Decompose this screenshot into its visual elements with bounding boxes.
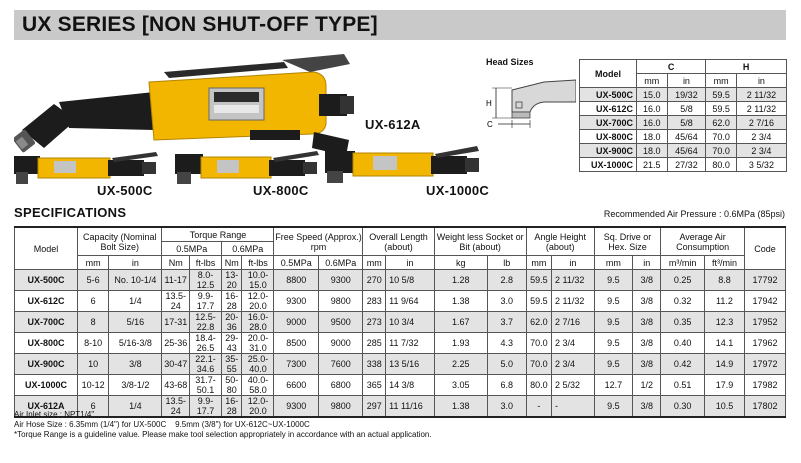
specifications-table: Model Capacity (Nominal Bolt Size) Torque Range Free Speed (Approx.) rpm Overall Length (about) Weight less Socket or Bit (about) Angle Height (about) Sq. Drive or Hex. Size Average Air Consumption Code 0.5MPa 0.6MPa mm in Nm ft-lbs Nm ft-lbs 0.5MPa 0.6MPa mm in kg lb mm in mm in m³/min ft³/min UX-500C 5-6 No. 10-1/4 11-17 8.0-12.5 13-20 10.0-15.0 8800 9300 270 10 5/8 1.28 2.8 59.5 2 11/32 9.5 3/8 0.25 8.8 17792 UX-612C 6 1/4 13.5-24 9.9-17.7 16-28 12.0-20.0 9300 9800 283 11 9/64 1.38 3.0 59.5 2 11/32 9.5 3/8 0.32 11.2 17942 UX-700C 8 5/16 17-31 12.5-22.8 20-36 16.0-28.0 9000 9500 273 10 3/4 1.67 3.7 62.0 2 7/16 9.5 3/8 0.35 12.3 17952 UX-800C 8-10 5/16-3/8 25-36 18.4-26.5 29-43 20.0-31.0 8500 9000 285 11 7/32 1.93 4.3 70.0 2 3/4 9.5 3/8 0.40 14.1 17962 UX-900C 10 3/8 30-47 22.1-34.6 35-55 25.0-40.0 7300 7600 338 13 5/16 2.25 5.0 70.0 2 3/4 9.5 3/8 0.42 14.9 17972 UX-1000C 10-12 3/8-1/2 43-68 31.7-50.1 50-80 40.0-58.0 6600 6800 365 14 3/8 3.05 6.8 80.0 2 5/32 12.7 1/2 0.51 17.9 17982 UX-612A 6 1/4 13.5-24 9.9-17.7 16-28 12.0-20.0 9300 9800 297 11 11/16 1.38 3.0 - - 9.5 3/8 0.30 10.5 17802 — [14, 226, 786, 418]
spec-col-capacity: Capacity (Nominal Bolt Size) — [78, 227, 162, 256]
spec-col-free-speed: Free Speed (Approx.) rpm — [274, 227, 363, 256]
spec-col-code: Code — [745, 227, 786, 270]
table-row: UX-700C 8 5/16 17-31 12.5-22.8 20-36 16.0-28.0 9000 9500 273 10 3/4 1.67 3.7 62.0 2 7/16 9.5 3/8 0.35 12.3 17952 — [15, 312, 786, 333]
head-sizes-table — [579, 59, 787, 172]
page-title: UX SERIES [NON SHUT-OFF TYPE] — [14, 10, 786, 40]
note-torque: *Torque Range is a guideline value. Please make tool selection appropriately in accordance with an actual application. — [14, 430, 432, 439]
head-unit-c-in: in — [667, 74, 706, 88]
note-air-hose: Air Hose Size : 6.35mm (1/4") for UX-500C 9.5mm (3/8") for UX-612C~UX-1000C — [14, 420, 310, 429]
diagram-c-label: C — [487, 120, 493, 129]
spec-col-torque-06: 0.6MPa — [222, 242, 274, 256]
table-row: UX-900C 10 3/8 30-47 22.1-34.6 35-55 25.0-40.0 7300 7600 338 13 5/16 2.25 5.0 70.0 2 3/4 9.5 3/8 0.42 14.9 17972 — [15, 354, 786, 375]
ux-800c-label: UX-800C — [253, 183, 309, 198]
spec-col-air-consumption: Average Air Consumption — [661, 227, 745, 256]
spec-col-torque-range: Torque Range — [162, 227, 274, 242]
head-col-model: Model — [580, 60, 637, 88]
table-row: UX-500C 5-6 No. 10-1/4 11-17 8.0-12.5 13-20 10.0-15.0 8800 9300 270 10 5/8 1.28 2.8 59.5 2 11/32 9.5 3/8 0.25 8.8 17792 — [15, 270, 786, 291]
spec-col-sq-drive: Sq. Drive or Hex. Size — [594, 227, 661, 256]
head-unit-h-in: in — [736, 74, 786, 88]
ux-500c-tool-image — [14, 148, 164, 186]
ux-500c-label: UX-500C — [97, 183, 153, 198]
spec-col-weight: Weight less Socket or Bit (about) — [434, 227, 526, 256]
table-row: UX-800C 18.0 45/64 70.0 2 3/4 — [580, 130, 787, 144]
table-row: UX-612C 6 1/4 13.5-24 9.9-17.7 16-28 12.0-20.0 9300 9800 283 11 9/64 1.38 3.0 59.5 2 11/32 9.5 3/8 0.32 11.2 17942 — [15, 291, 786, 312]
table-row: UX-700C 16.0 5/8 62.0 2 7/16 — [580, 116, 787, 130]
table-row: UX-612A 6 1/4 13.5-24 9.9-17.7 16-28 12.0-20.0 9300 9800 297 11 11/16 1.38 3.0 - - 9.5 3/8 0.30 10.5 17802 — [15, 396, 786, 418]
table-row: UX-612C 16.0 5/8 59.5 2 11/32 — [580, 102, 787, 116]
head-col-c: C — [637, 60, 706, 74]
table-row: UX-1000C 21.5 27/32 80.0 3 5/32 — [580, 158, 787, 172]
table-row: UX-900C 18.0 45/64 70.0 2 3/4 — [580, 144, 787, 158]
table-row: UX-800C 8-10 5/16-3/8 25-36 18.4-26.5 29-43 20.0-31.0 8500 9000 285 11 7/32 1.93 4.3 70.0 2 3/4 9.5 3/8 0.40 14.1 17962 — [15, 333, 786, 354]
spec-col-model: Model — [15, 227, 78, 270]
table-row: UX-500C 15.0 19/32 59.5 2 11/32 — [580, 88, 787, 102]
table-row: UX-1000C 10-12 3/8-1/2 43-68 31.7-50.1 50-80 40.0-58.0 6600 6800 365 14 3/8 3.05 6.8 80.0 2 5/32 12.7 1/2 0.51 17.9 17982 — [15, 375, 786, 396]
recommended-air-pressure: Recommended Air Pressure : 0.6MPa (85psi) — [603, 209, 785, 219]
head-unit-h-mm: mm — [706, 74, 737, 88]
spec-col-torque-05: 0.5MPa — [162, 242, 222, 256]
diagram-h-label: H — [486, 99, 492, 108]
head-sizes-diagram — [484, 72, 576, 132]
head-col-h: H — [706, 60, 787, 74]
ux-800c-tool-image — [175, 148, 325, 186]
specifications-title: SPECIFICATIONS — [14, 205, 127, 220]
note-air-inlet: Air Inlet size : NPT1/4" — [14, 410, 95, 419]
ux-1000c-tool-image — [325, 143, 485, 185]
head-unit-c-mm: mm — [637, 74, 668, 88]
footnotes — [14, 410, 432, 440]
ux-1000c-label: UX-1000C — [426, 183, 490, 198]
head-sizes-title: Head Sizes — [486, 57, 534, 67]
spec-col-overall-length: Overall Length (about) — [363, 227, 434, 256]
ux-612a-label: UX-612A — [365, 117, 421, 132]
spec-col-angle-height: Angle Height (about) — [526, 227, 594, 256]
